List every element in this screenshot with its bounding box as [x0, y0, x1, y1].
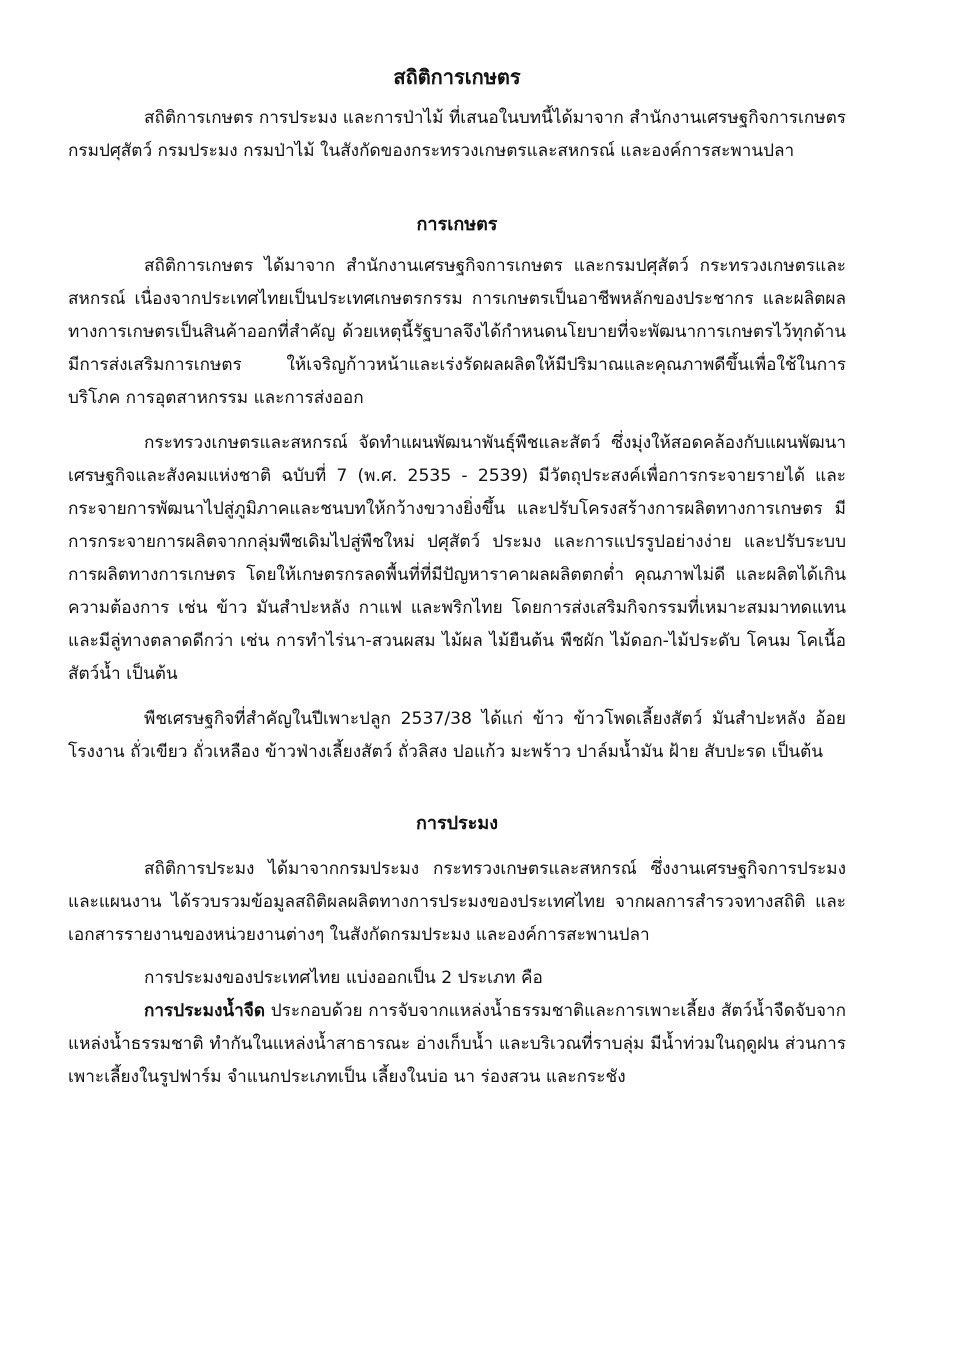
agriculture-paragraph-2: กระทรวงเกษตรและสหกรณ์ จัดทำแผนพัฒนาพันธุ์พืชและสัตว์ ซึ่งมุ่งให้สอดคล้องกับแผนพัฒนาเศรษฐกิจและสังคมแห่งชาติ ฉบับที่ 7 (พ.ศ. 2535 - 2539) มีวัตถุประสงค์เพื่อการกระจายรายได้ และกระจายการพัฒนาไปสู่ภูมิภาคและชนบทให้กว้างขวางยิ่งขึ้น และปรับโครงสร้างการผลิตทางการเกษตร มีการกระจายการผลิตจากกลุ่มพืชเดิมไปสู่พืชใหม่ ปศุสัตว์ ประมง และการแปรรูปอย่างง่าย และปรับระบบการผลิตทางการเกษตร โดยให้เกษตรกรลดพื้นที่ที่มีปัญหาราคาผลผลิตตกต่ำ คุณภาพไม่ดี และผลิตได้เกินความต้องการ เช่น ข้าว มันสำปะหลัง กาแฟ และพริกไทย โดยการส่งเสริมกิจกรรมที่เหมาะสมมาทดแทน และมีลู่ทางตลาดดีกว่า เช่น การทำไร่นา-สวนผสม ไม้ผล ไม้ยืนต้น พืชผัก ไม้ดอก-ไม้ประดับ โคนม โคเนื้อ สัตว์น้ำ เป็นต้น — [68, 433, 846, 684]
section-heading-agriculture: การเกษตร — [416, 214, 498, 235]
agriculture-paragraph-3: พืชเศรษฐกิจที่สำคัญในปีเพาะปลูก 2537/38 ได้แก่ ข้าว ข้าวโพดเลี้ยงสัตว์ มันสำปะหลัง อ้อยโรงงาน ถั่วเขียว ถั่วเหลือง ข้าวฟ่างเลี้ยงสัตว์ ถั่วลิสง ปอแก้ว มะพร้าว ปาล์มน้ำมัน ฝ้าย สับปะรด เป็นต้น — [68, 709, 846, 762]
freshwater-fishery-term: การประมงน้ำจืด — [144, 1001, 266, 1021]
document-page — [68, 62, 846, 1094]
fishery-paragraph-3 — [68, 995, 846, 1094]
fishery-paragraph-1: สถิติการประมง ได้มาจากกรมประมง กระทรวงเกษตรและสหกรณ์ ซึ่งงานเศรษฐกิจการประมงและแผนงาน ได้รวบรวมข้อมูลสถิติผลผลิตทางการประมงของประเทศไทย จากผลการสำรวจทางสถิติ และเอกสารรายงานของหน่วยงานต่างๆ ในสังกัดกรมประมง และองค์การสะพานปลา — [68, 859, 846, 945]
intro-paragraph: สถิติการเกษตร การประมง และการป่าไม้ ที่เสนอในบทนี้ได้มาจาก สำนักงานเศรษฐกิจการเกษตร กรมปศุสัตว์ กรมประมง กรมป่าไม้ ในสังกัดของกระทรวงเกษตรและสหกรณ์ และองค์การสะพานปลา — [68, 108, 846, 161]
section-heading-fishery: การประมง — [415, 813, 499, 834]
page-title: สถิติการเกษตร — [393, 65, 521, 89]
fishery-paragraph-2: การประมงของประเทศไทย แบ่งออกเป็น 2 ประเภท คือ — [144, 968, 543, 988]
agriculture-paragraph-1: สถิติการเกษตร ได้มาจาก สำนักงานเศรษฐกิจการเกษตร และกรมปศุสัตว์ กระทรวงเกษตรและสหกรณ์ เนื่องจากประเทศไทยเป็นประเทศเกษตรกรรม การเกษตรเป็นอาชีพหลักของประชากร และผลิตผลทางการเกษตรเป็นสินค้าออกที่สำคัญ ด้วยเหตุนี้รัฐบาลจึงได้กำหนดนโยบายที่จะพัฒนาการเกษตรไว้ทุกด้าน มีการส่งเสริมการเกษตร ให้เจริญก้าวหน้าและเร่งรัดผลผลิตให้มีปริมาณและคุณภาพดีขึ้นเพื่อใช้ในการบริโภค การอุตสาหกรรม และการส่งออก — [68, 256, 846, 408]
freshwater-fishery-text: ประกอบด้วย การจับจากแหล่งน้ำธรรมชาติและการเพาะเลี้ยง สัตว์น้ำจืดจับจากแหล่งน้ำธรรมชาติ ทำกันในแหล่งน้ำสาธารณะ อ่างเก็บน้ำ และบริเวณที่ราบลุ่ม มีน้ำท่วมในฤดูฝน ส่วนการเพาะเลี้ยงในรูปฟาร์ม จำแนกประเภทเป็น เลี้ยงในบ่อ นา ร่องสวน และกระชัง — [68, 1001, 846, 1087]
